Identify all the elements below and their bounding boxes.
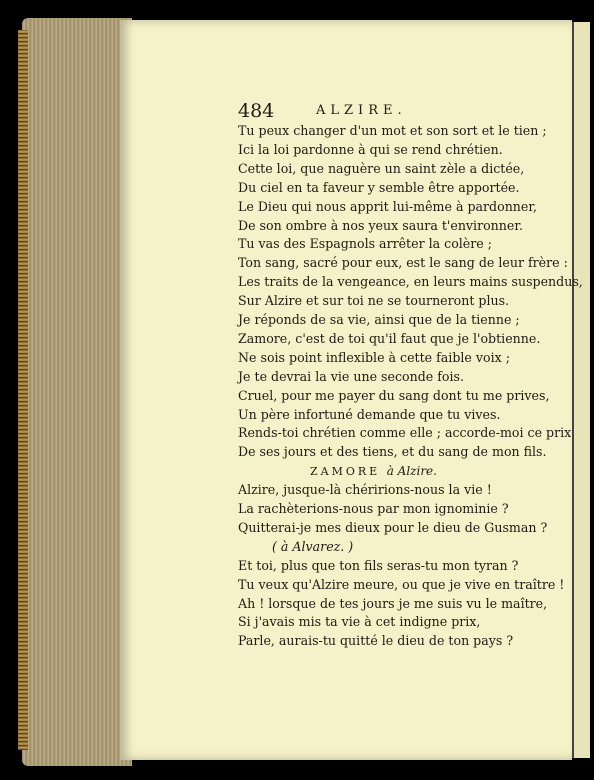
book-page-edges [22, 18, 132, 766]
book-spine [18, 30, 28, 750]
verse-line: Je réponds de sa vie, ainsi que de la tienne ; [238, 312, 520, 327]
verse-line: Zamore, c'est de toi qu'il faut que je l'obtienne. [238, 330, 541, 346]
verse-line: De ses jours et des tiens, et du sang de mon fils. [238, 444, 547, 460]
running-head: ALZIRE. [316, 103, 407, 118]
verse-line: Et toi, plus que ton fils seras-tu mon tyran ? [238, 557, 519, 573]
verse-line: Le Dieu qui nous apprit lui-même à pardonner, [238, 198, 538, 214]
verse-line: Ici la loi pardonne à qui se rend chrétien. [238, 141, 503, 157]
speaker-heading [310, 462, 437, 481]
speaker-name: ZAMORE [310, 465, 381, 479]
verse-line: Parle, aurais-tu quitté le dieu de ton pays ? [238, 633, 514, 649]
verse-line: Cruel, pour me payer du sang dont tu me prives, [238, 387, 550, 403]
facing-page-edge [572, 22, 590, 758]
verse-line: Quitterai-je mes dieux pour le dieu de Gusman ? [238, 519, 548, 535]
verse-line: Du ciel en ta faveur y semble être apportée. [238, 179, 520, 195]
page-header [238, 100, 538, 122]
verse-line: Tu veux qu'Alzire meure, ou que je vive en traître ! [238, 576, 565, 592]
verse-line: Ah ! lorsque de tes jours je me suis vu le maître, [238, 595, 548, 611]
verse-line: Tu vas des Espagnols arrêter la colère ; [238, 236, 492, 252]
verse-line: Ne sois point inflexible à cette faible voix ; [238, 349, 510, 365]
verse-line: Sur Alzire et sur toi ne se tourneront plus. [238, 293, 510, 309]
verse-line: Ton sang, sacré pour eux, est le sang de leur frère : [238, 255, 568, 271]
verse-line: Si j'avais mis ta vie à cet indigne prix, [238, 614, 481, 630]
verse-line: Un père infortuné demande que tu vives. [238, 406, 501, 422]
verse-line: Alzire, jusque-là chéririons-nous la vie ! [238, 482, 492, 498]
verse-line: Les traits de la vengeance, en leurs mains suspendus, [238, 274, 583, 290]
verse-line: Cette loi, que naguère un saint zèle a dictée, [238, 160, 525, 176]
verse-line: De son ombre à nos yeux saura t'environner. [238, 217, 523, 233]
speaker-direction: à Alzire. [386, 464, 437, 479]
page-number: 484 [238, 100, 275, 122]
verse-line: Je te devrai la vie une seconde fois. [238, 368, 464, 384]
verse-line: Rends-toi chrétien comme elle ; accorde-moi ce prix [238, 425, 572, 441]
stage-direction: ( à Alvarez. ) [272, 538, 354, 554]
verse-line: La rachèterions-nous par mon ignominie ? [238, 501, 509, 516]
verse-line: Tu peux changer d'un mot et son sort et le tien ; [238, 123, 547, 138]
